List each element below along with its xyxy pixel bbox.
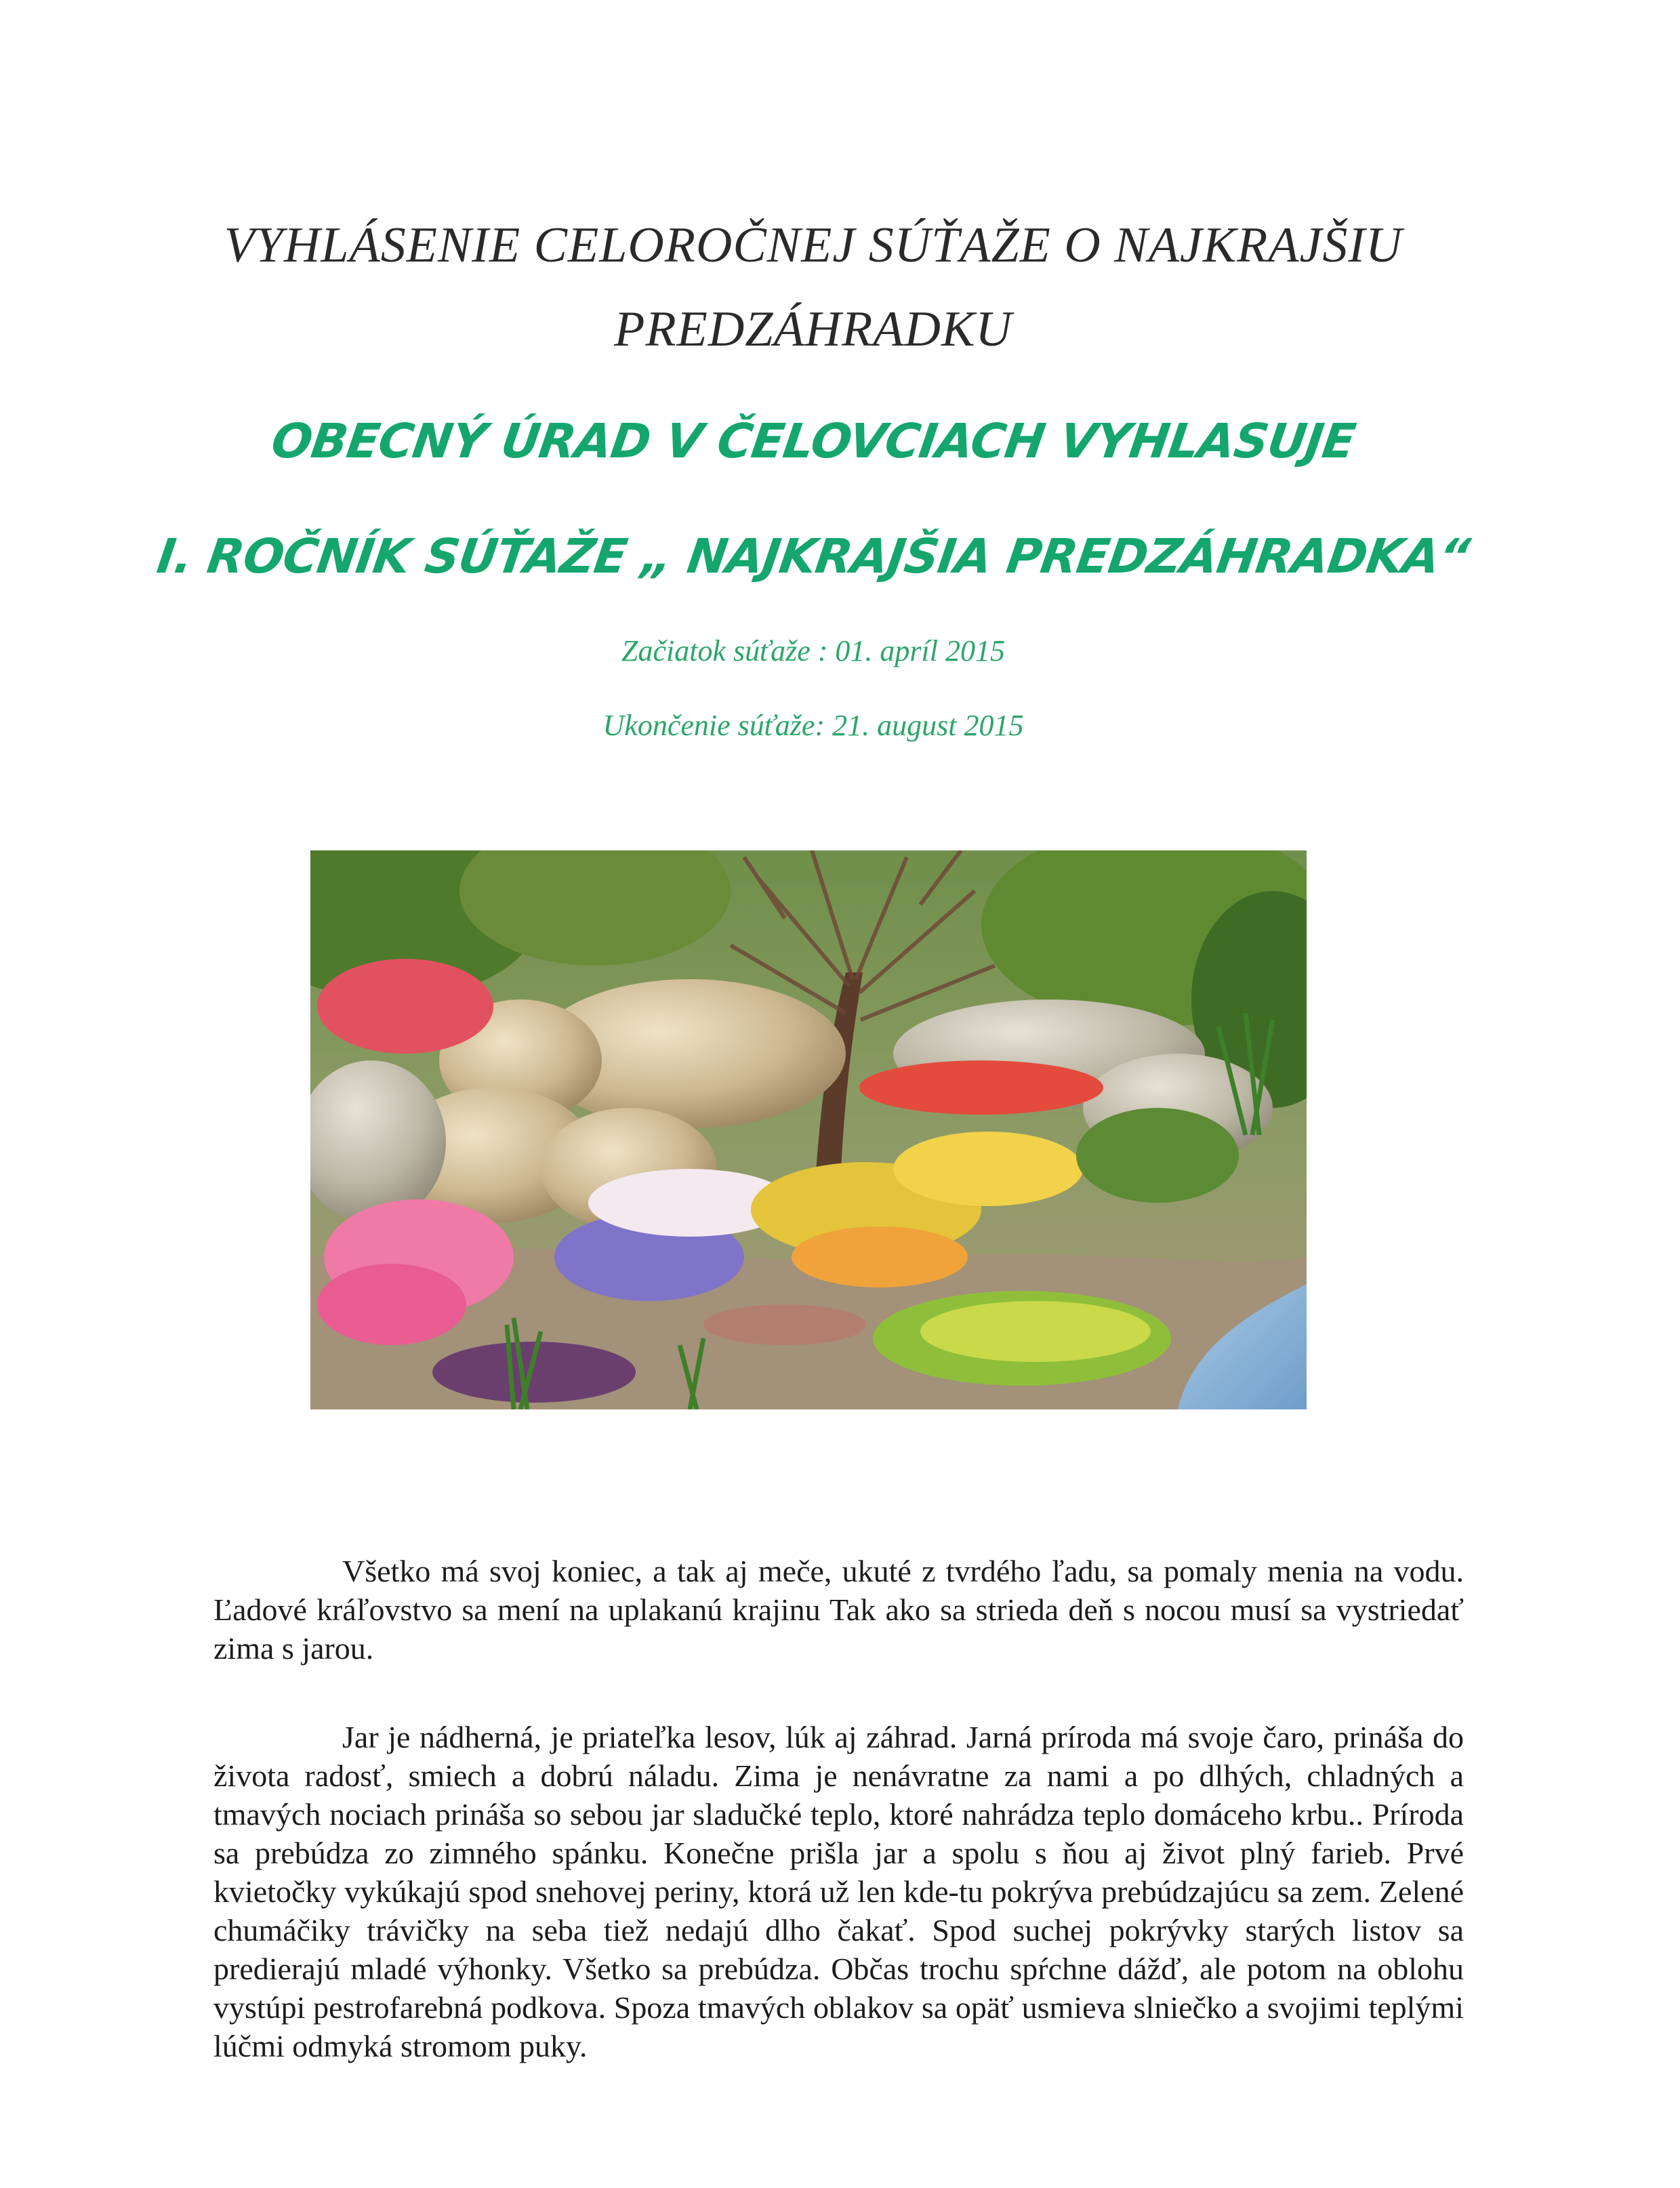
garden-photo [310,850,1307,1409]
body-paragraph-1: Všetko má svoj koniec, a tak aj meče, ukuté z tvrdého ľadu, sa pomaly menia na vodu. Ľadové kráľovstvo sa mení na uplakanú krajinu Tak ako sa strieda deň s nocou musí sa vystriedať zima s jarou. [213,1554,1464,1666]
contest-end-date: Ukončenie súťaže: 21. august 2015 [602,709,1024,742]
announcement-line-2: I. ROČNÍK SÚŤAŽE „ NAJKRAJŠIA PREDZÁHRADKA“ [153,529,1473,584]
contest-start-date: Začiatok súťaže : 01. apríl 2015 [621,634,1005,667]
rock-garden-illustration [310,850,1307,1409]
document-title: VYHLÁSENIE CELOROČNEJ SÚŤAŽE O NAJKRAJŠIU PREDZÁHRADKU [224,217,1403,357]
body-paragraph-2: Jar je nádherná, je priateľka lesov, lúk aj záhrad. Jarná príroda má svoje čaro, prináša do života radosť, smiech a dobrú náladu. Zima je nenávratne za nami a po dlhých, chladných a tmavých nociach prináša so sebou jar sladučké teplo, ktoré nahrádza teplo domáceho krbu.. Príroda sa prebúdza zo zimného spánku. Konečne prišla jar a spolu s ňou aj život plný farieb. Prvé kvietočky vykúkajú spod snehovej periny, ktorá už len kde-tu pokrýva prebúdzajúcu sa zem. Zelené chumáčiky trávičky na seba tiež nedajú dlho čakať. Spod suchej pokrývky starých listov sa predierajú mladé výhonky. Všetko sa prebúdza. Občas trochu spŕchne dážď, ale potom na oblohu vystúpi pestrofarebná podkova. Spoza tmavých oblakov sa opäť usmieva slniečko a svojimi teplými lúčmi odmyká stromom puky. [213,1720,1464,2063]
announcement-line-1: OBECNÝ ÚRAD V ČELOVCIACH VYHLASUJE [268,413,1359,469]
